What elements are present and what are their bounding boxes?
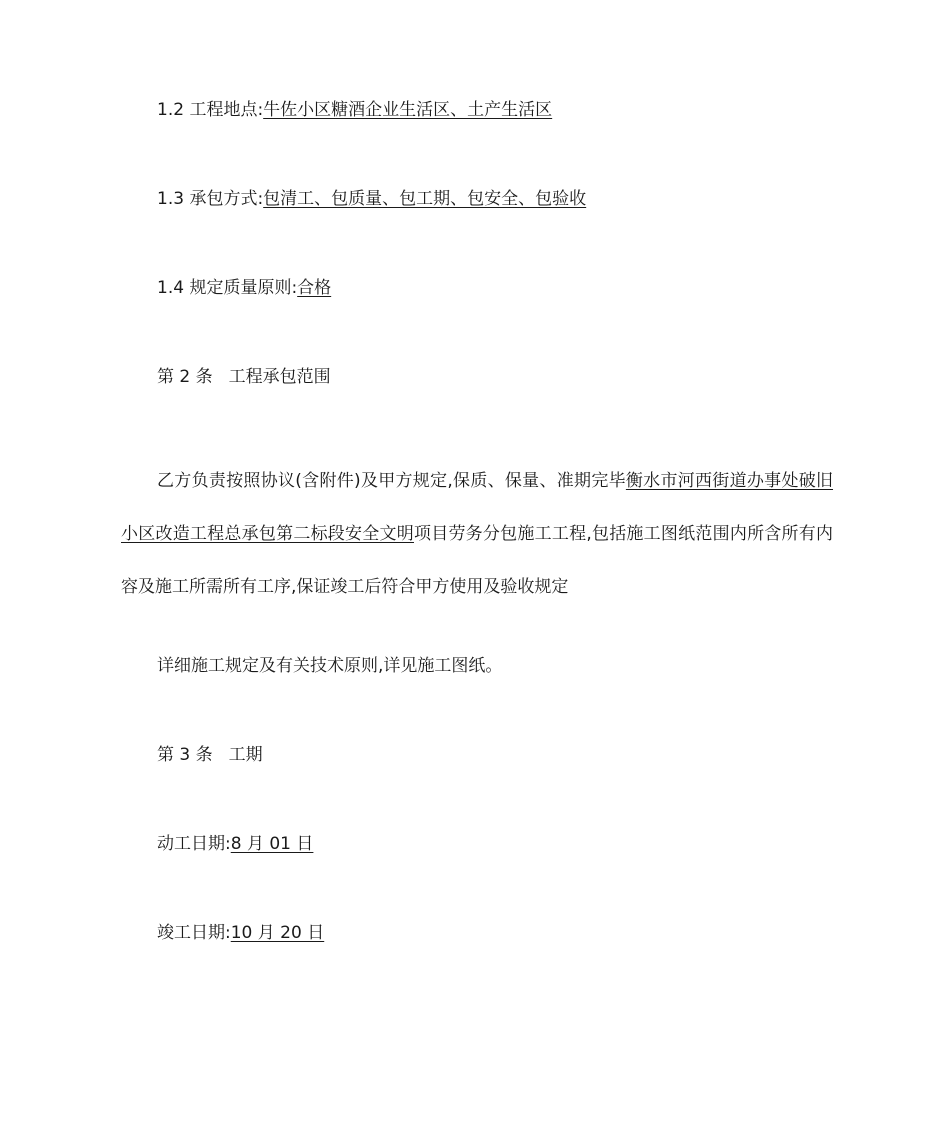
start-date bbox=[157, 832, 313, 856]
start-date-value: 8 月 01 日 bbox=[230, 834, 314, 854]
item-quality-standard-label: 1.4 规定质量原则: bbox=[157, 278, 298, 298]
item-project-location-label: 1.2 工程地点: bbox=[157, 100, 264, 120]
article-2-number: 第 2 条 bbox=[157, 367, 213, 387]
item-project-location bbox=[157, 98, 552, 122]
article-2-heading bbox=[157, 365, 331, 389]
article-3-number: 第 3 条 bbox=[157, 745, 213, 765]
article-2-title: 工程承包范围 bbox=[228, 367, 331, 387]
scope-paragraph-part2: 项目劳务分包施工工程,包括施工图纸范围内所含所有内容及施工所需所有工序,保证竣工后符合甲方使用及验收规定 bbox=[121, 524, 834, 597]
end-date bbox=[157, 921, 324, 945]
detail-note bbox=[157, 654, 502, 678]
article-3-heading bbox=[157, 743, 263, 767]
scope-paragraph bbox=[121, 455, 833, 614]
start-date-label: 动工日期: bbox=[157, 834, 231, 854]
end-date-label: 竣工日期: bbox=[157, 923, 231, 943]
item-quality-standard bbox=[157, 276, 331, 300]
detail-note-text: 详细施工规定及有关技术原则,详见施工图纸。 bbox=[157, 656, 503, 676]
item-contract-method-label: 1.3 承包方式: bbox=[157, 189, 264, 209]
end-date-value: 10 月 20 日 bbox=[230, 923, 325, 943]
item-project-location-value: 牛佐小区糖酒企业生活区、土产生活区 bbox=[263, 100, 553, 120]
scope-paragraph-project-name: 衡水市河西街道办事处破旧小区改造工程总承包第二标段安全文明 bbox=[121, 471, 834, 544]
scope-paragraph-part1: 乙方负责按照协议(含附件)及甲方规定,保质、保量、准期完毕 bbox=[157, 471, 626, 491]
article-3-title: 工期 bbox=[228, 745, 263, 765]
item-contract-method-value: 包清工、包质量、包工期、包安全、包验收 bbox=[263, 189, 587, 209]
item-quality-standard-value: 合格 bbox=[297, 278, 332, 298]
item-contract-method bbox=[157, 187, 586, 211]
